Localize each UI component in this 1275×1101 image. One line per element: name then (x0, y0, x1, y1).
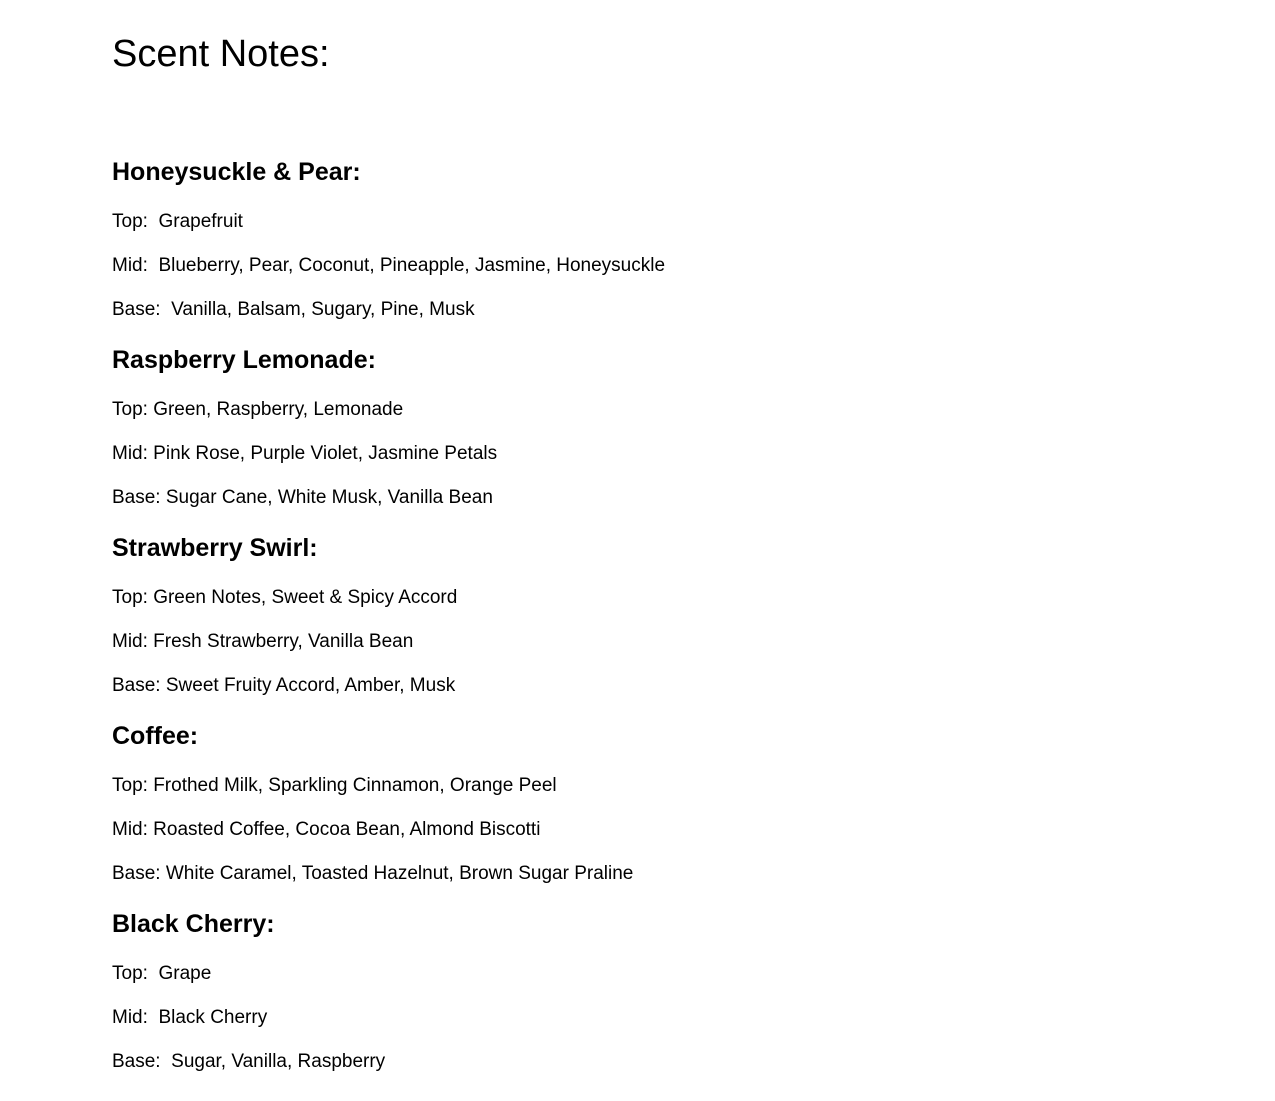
base-notes: Base: Sugar, Vanilla, Raspberry (112, 1051, 386, 1072)
scent-heading: Raspberry Lemonade: (112, 346, 376, 374)
scent-section-strawberry-swirl (112, 533, 1112, 715)
top-notes: Top: Green, Raspberry, Lemonade (112, 399, 404, 420)
base-notes: Base: White Caramel, Toasted Hazelnut, Brown Sugar Praline (112, 863, 634, 884)
base-notes: Base: Sugar Cane, White Musk, Vanilla Bean (112, 487, 493, 508)
scent-section-black-cherry (112, 909, 1112, 1091)
base-notes: Base: Sweet Fruity Accord, Amber, Musk (112, 675, 456, 696)
scent-heading: Coffee: (112, 722, 199, 750)
scent-section-raspberry-lemonade (112, 345, 1112, 527)
base-notes: Base: Vanilla, Balsam, Sugary, Pine, Musk (112, 299, 475, 320)
mid-notes: Mid: Black Cherry (112, 1007, 268, 1028)
mid-notes: Mid: Roasted Coffee, Cocoa Bean, Almond Biscotti (112, 819, 541, 840)
mid-notes: Mid: Pink Rose, Purple Violet, Jasmine Petals (112, 443, 498, 464)
scent-heading: Black Cherry: (112, 910, 275, 938)
document-title: Scent Notes: (112, 33, 330, 75)
scent-heading: Honeysuckle & Pear: (112, 158, 361, 186)
scent-section-honeysuckle-pear (112, 157, 1112, 339)
scent-heading: Strawberry Swirl: (112, 534, 318, 562)
top-notes: Top: Grapefruit (112, 211, 243, 232)
top-notes: Top: Green Notes, Sweet & Spicy Accord (112, 587, 458, 608)
mid-notes: Mid: Fresh Strawberry, Vanilla Bean (112, 631, 414, 652)
scent-section-coffee (112, 721, 1112, 903)
top-notes: Top: Grape (112, 963, 212, 984)
top-notes: Top: Frothed Milk, Sparkling Cinnamon, Orange Peel (112, 775, 557, 796)
mid-notes: Mid: Blueberry, Pear, Coconut, Pineapple, Jasmine, Honeysuckle (112, 255, 666, 276)
